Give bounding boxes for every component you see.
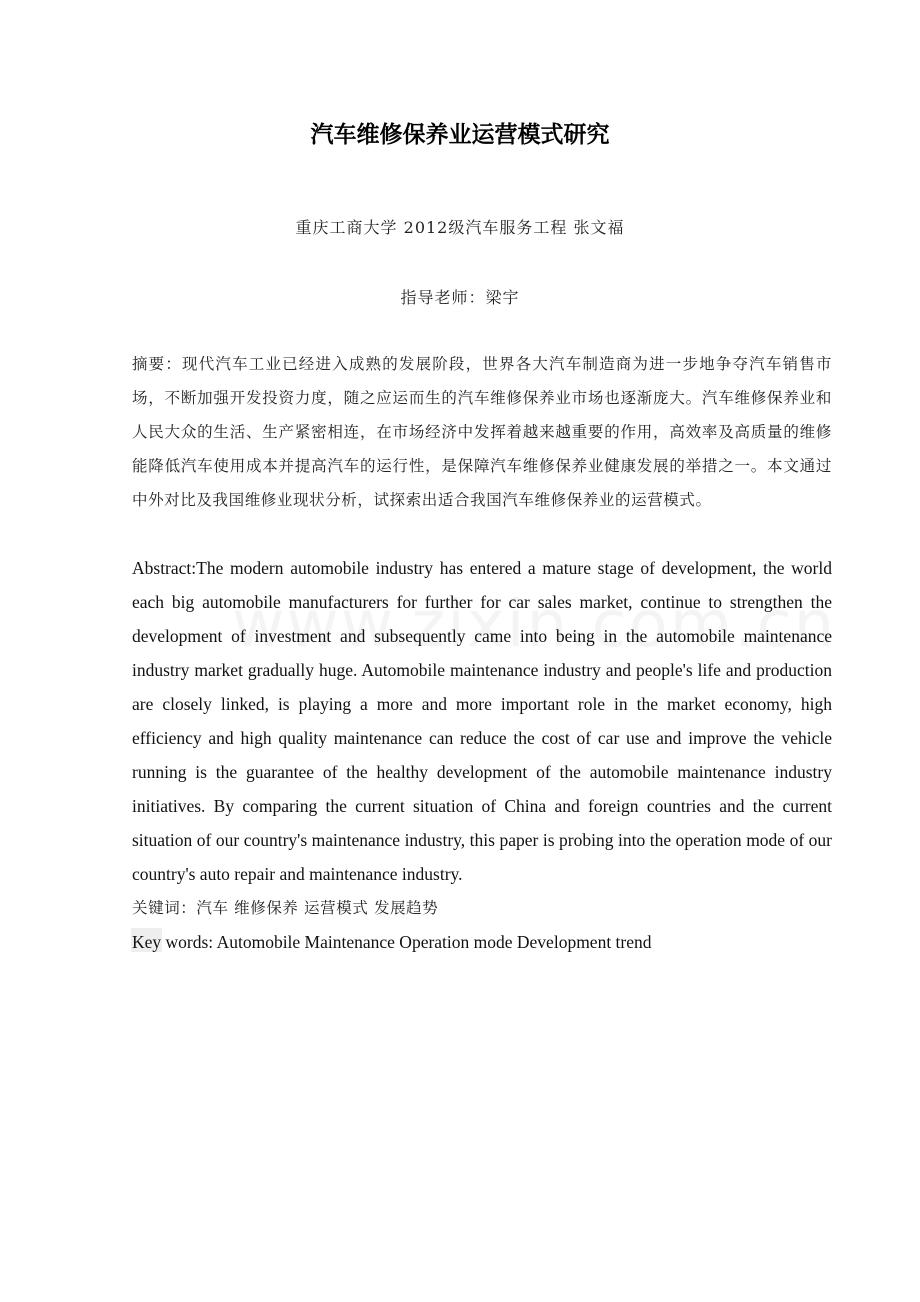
author-line: 重庆工商大学 2012级汽车服务工程 张文福 — [295, 218, 625, 237]
advisor-line: 指导老师：梁宇 — [400, 288, 520, 307]
paper-title: 汽车维修保养业运营模式研究 — [310, 122, 610, 148]
keywords-chinese: 关键词：汽车 维修保养 运营模式 发展趋势 — [132, 899, 439, 917]
abstract-chinese: 摘要：现代汽车工业已经进入成熟的发展阶段，世界各大汽车制造商为进一步地争夺汽车销售市场，不断加强开发投资力度，随之应运而生的汽车维修保养业市场也逐渐庞大。汽车维修保养业和人民大众的生活、生产紧密相连，在市场经济中发挥着越来越重要的作用，高效率及高质量的维修能降低汽车使用成本并提高汽车的运行性，是保障汽车维修保养业健康发展的举措之一。本文通过中外对比及我国维修业现状分析，试探索出适合我国汽车维修保养业的运营模式。 — [132, 355, 832, 509]
abstract-english: Abstract:The modern automobile industry has entered a mature stage of development, the world each big automobile manufacturers for further for car sales market, continue to strengthen the development of investment and subsequently came into being in the automobile maintenance industry market gradually huge. Automobile maintenance industry and people's life and production are closely linked, is playing a more and more important role in the market economy, high efficiency and high quality maintenance can reduce the cost of car use and improve the vehicle running is the guarantee of the healthy development of the automobile maintenance industry initiatives. By comparing the current situation of China and foreign countries and the current situation of our country's maintenance industry, this paper is probing into the operation mode of our country's auto repair and maintenance industry. — [132, 558, 832, 884]
keywords-english: Key words: Automobile Maintenance Operation mode Development trend — [132, 932, 652, 952]
